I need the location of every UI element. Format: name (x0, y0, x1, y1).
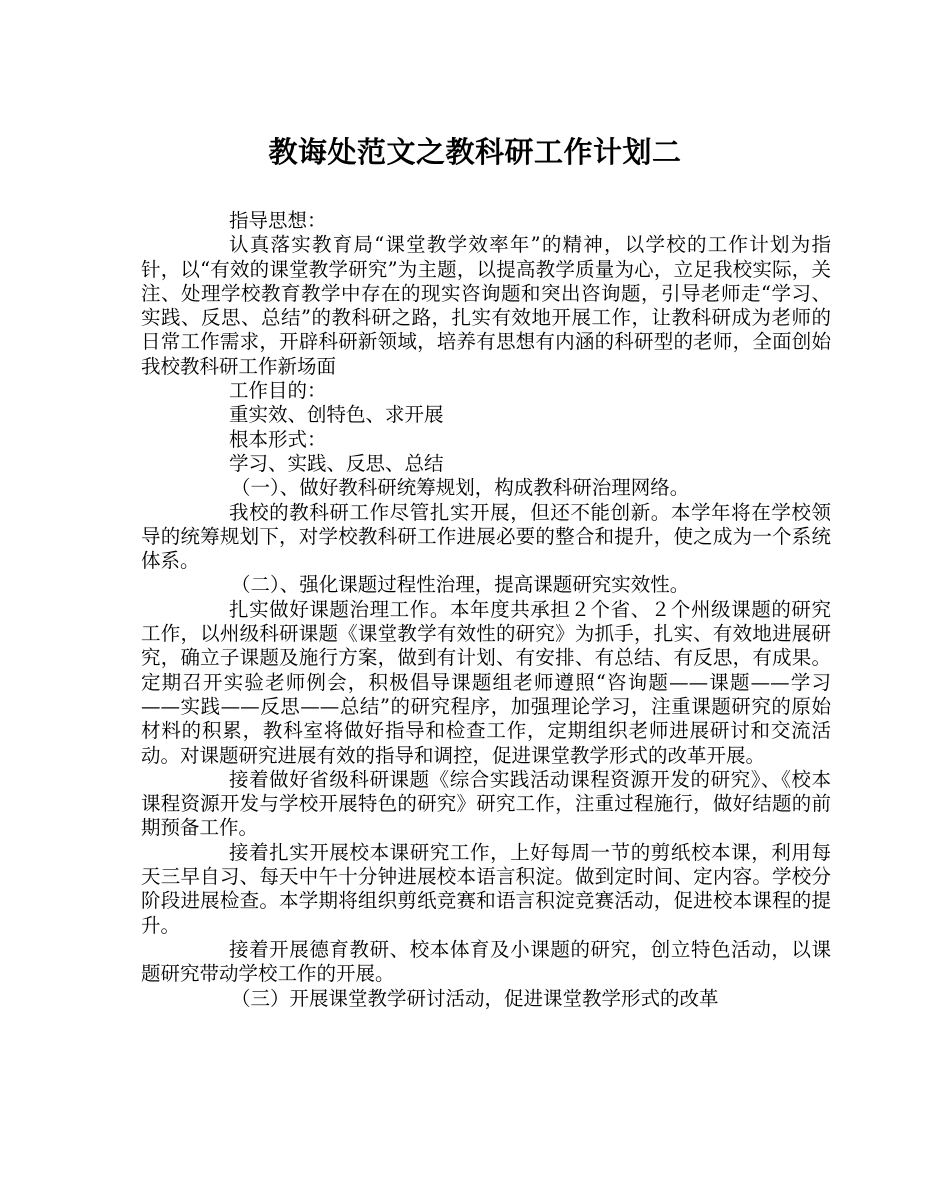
paragraph-work-goal: 重实效、创特色、求开展 (229, 403, 444, 427)
paragraph-section-2d: 接着开展德育教研、校本体育及小课题的研究，创立特色活动，以课题研究带动学校工作的开展。 (141, 937, 831, 986)
paragraph-section-1: 我校的教科研工作尽管扎实开展，但还不能创新。本学年将在学校领导的统筹规划下，对学校教科研工作进展必要的整合和提升，使之成为一个系统体系。 (141, 500, 831, 573)
paragraph-guiding-ideology: 认真落实教育局“课堂教学效率年”的精神，以学校的工作计划为指针，以“有效的课堂教学研究”为主题，以提高教学质量为心，立足我校实际，关注、处理学校教育教学中存在的现实咨询题和突出咨询题，引导老师走“学习、实践、反思、总结”的教科研之路，扎实有效地开展工作，让教科研成为老师的日常工作需求，开辟科研新领域，培养有思想有内涵的科研型的老师，全面创始我校教科研工作新场面 (141, 233, 831, 378)
paragraph-basic-form: 学习、实践、反思、总结 (229, 451, 444, 475)
section-label-basic-form: 根本形式： (229, 427, 327, 451)
document-title: 教诲处范文之教科研工作计划二 (268, 135, 682, 169)
section-heading-3: （三）开展课堂教学研讨活动，促进课堂教学形式的改革 (231, 986, 719, 1010)
section-label-guiding-ideology: 指导思想： (229, 209, 327, 232)
paragraph-section-2c: 接着扎实开展校本课研究工作，上好每周一节的剪纸校本课，利用每天三早自习、每天中午十分钟进展校本语言积淀。做到定时间、定内容。学校分阶段进展检查。本学期将组织剪纸竞赛和语言积淀竞赛活动，促进校本课程的提升。 (141, 840, 831, 937)
paragraph-section-2a: 扎实做好课题治理工作。本年度共承担２个省、２个州级课题的研究工作，以州级科研课题《课堂教学有效性的研究》为抓手，扎实、有效地进展研究，确立子课题及施行方案，做到有计划、有安排、有总结、有反思，有成果。定期召开实验老师例会，积极倡导课题组老师遵照“咨询题——课题——学习——实践——反思——总结”的研究程序，加强理论学习，注重课题研究的原始材料的积累，教科室将做好指导和检查工作，定期组织老师进展研讨和交流活动。对课题研究进展有效的指导和调控，促进课堂教学形式的改革开展。 (141, 597, 831, 767)
section-heading-1: （一）、做好教科研统筹规划，构成教科研治理网络。 (231, 476, 690, 500)
section-heading-2: （二）、强化课题过程性治理，提高课题研究实效性。 (231, 573, 690, 597)
document-body (141, 209, 831, 1011)
paragraph-section-2b: 接着做好省级科研课题《综合实践活动课程资源开发的研究》、《校本课程资源开发与学校开展特色的研究》研究工作，注重过程施行，做好结题的前期预备工作。 (141, 767, 831, 840)
section-label-work-goal: 工作目的： (229, 379, 327, 403)
